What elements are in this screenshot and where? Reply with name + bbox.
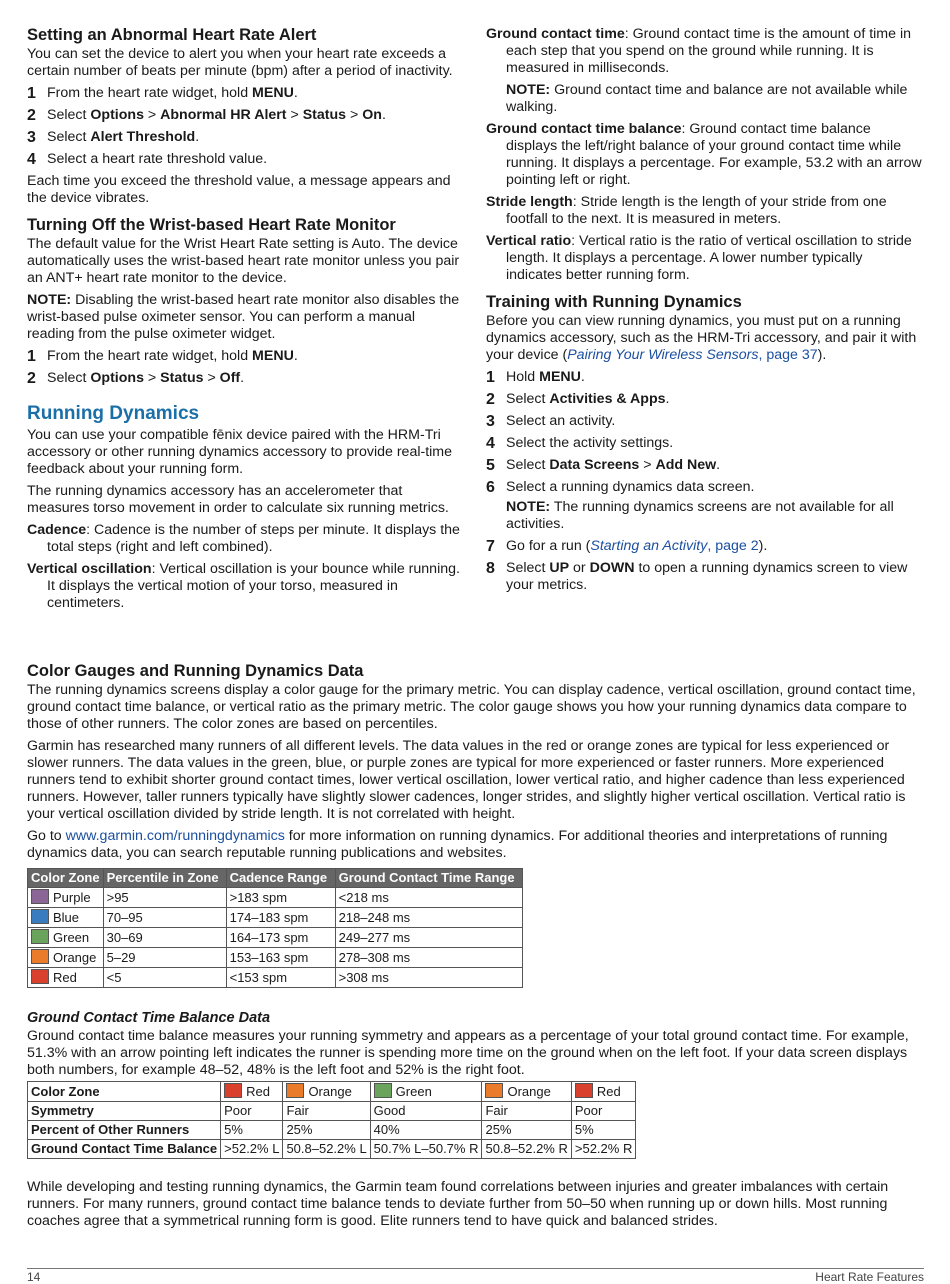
table-cell: 70–95 [103, 908, 226, 928]
ui-term: Alert Threshold [90, 129, 196, 145]
zone-cell: Red [571, 1082, 635, 1102]
balance-p2: While developing and testing running dynamics, the Garmin team found correlations between injuries and greater imbalances with certain runners. For many runners, ground contact time balance tends to deviate further from 50–50 when running up or down hills. Most running coaches agree that a symmetrical running form is good. Elite runners tend to have quick and balanced strides. [27, 1179, 889, 1229]
training-intro: Before you can view running dynamics, you must put on a running dynamics accessory, such as the HRM-Tri accessory, and pair it with your device (Pairing Your Wireless Sensors, page 37). [486, 313, 917, 363]
starting-activity-link[interactable]: Starting an Activity [590, 538, 708, 554]
table-cell: 5% [221, 1121, 283, 1140]
gauges-p2: Garmin has researched many runners of all different levels. The data values in the red or orange zones are typical for less experienced or slower runners. The data values in the green, blue, or purple zones are typical for more experienced or faster runners. More experienced runners tend to exhibit shorter ground contact times, lower vertical oscillation, lower vertical ratio, and higher cadence than less experienced runners. However, taller runners typically have slightly slower cadences, longer strides, and slightly higher vertical oscillation. Vertical ratio is your vertical oscillation divided by stride length. It is not correlated with height. [27, 738, 906, 822]
gauges-p3: Go to www.garmin.com/runningdynamics for more information on running dynamics. For additional theories and interpretations of running dynamics data, you can search reputable running publications and websites. [27, 828, 888, 861]
step-number: 4 [486, 435, 495, 452]
alert-heading: Setting an Abnormal Heart Rate Alert [27, 26, 317, 44]
ui-term: Options [90, 107, 144, 123]
table-cell: >308 ms [335, 968, 522, 988]
balance-p1: Ground contact time balance measures your running symmetry and appears as a percentage of your total ground contact time. For example, 51.3% with an arrow pointing left indicates the runner is spending more time on the ground when on the left foot. If your data screen displays both numbers, for example 48–52, 48% is the left foot and 52% is the right foot. [27, 1028, 909, 1078]
color-swatch [374, 1083, 392, 1098]
dynamics-p1: You can use your compatible fēnix device paired with the HRM-Tri accessory or other running dynamics accessory to provide real-time feedback about your running form. [27, 427, 453, 477]
color-swatch [224, 1083, 242, 1098]
table-cell: 50.7% L–50.7% R [370, 1140, 482, 1159]
table-cell: 25% [482, 1121, 571, 1140]
page-footer [27, 1268, 924, 1284]
table-cell: Poor [571, 1102, 635, 1121]
training-heading: Training with Running Dynamics [486, 293, 742, 311]
ui-term: MENU [252, 85, 294, 101]
ui-term: Status [160, 370, 204, 386]
wrist-note: NOTE: Disabling the wrist-based heart rate monitor also disables the wrist-based pulse oximeter sensor. You can perform a manual reading from the pulse oximeter widget. [27, 292, 460, 342]
training-step-2: 2 Select Activities & Apps. [486, 391, 670, 408]
table-row [28, 1102, 636, 1121]
color-zone-table [27, 868, 523, 988]
row-header: Color Zone [28, 1082, 221, 1102]
wrist-p1: The default value for the Wrist Heart Rate setting is Auto. The device automatically uses the wrist-based heart rate monitor unless you pair an ANT+ heart rate monitor to the device. [27, 236, 460, 286]
gct-definition: Ground contact time: Ground contact time is the amount of time in each step that you spend on the ground while running. It is measured in milliseconds. [486, 26, 911, 76]
zone-cell: Green [28, 928, 104, 948]
training-note: NOTE: The running dynamics screens are not available for all activities. [506, 499, 894, 532]
gauges-heading: Color Gauges and Running Dynamics Data [27, 662, 364, 680]
row-header: Percent of Other Runners [28, 1121, 221, 1140]
color-swatch [31, 929, 49, 944]
table-cell: >52.2% L [221, 1140, 283, 1159]
alert-step-1: 1 From the heart rate widget, hold MENU. [27, 85, 298, 102]
wrist-step-1: 1 From the heart rate widget, hold MENU. [27, 348, 298, 365]
training-step-3: 3 Select an activity. [486, 413, 616, 430]
ui-term: MENU [252, 348, 294, 364]
table-cell: Good [370, 1102, 482, 1121]
table-row [28, 1082, 636, 1102]
table-cell: Fair [482, 1102, 571, 1121]
column-header: Percentile in Zone [103, 869, 226, 888]
ui-term: MENU [539, 369, 581, 385]
step-number: 7 [486, 538, 495, 555]
table-cell: 50.8–52.2% L [283, 1140, 370, 1159]
balance-table [27, 1081, 636, 1159]
alert-step-2: 2 Select Options > Abnormal HR Alert > Status > On. [27, 107, 386, 124]
step-number: 1 [27, 85, 36, 102]
table-row [28, 968, 523, 988]
wrist-heading: Turning Off the Wrist-based Heart Rate Monitor [27, 216, 396, 234]
garmin-running-dynamics-link[interactable]: www.garmin.com/runningdynamics [65, 828, 285, 844]
zone-cell: Green [370, 1082, 482, 1102]
wrist-step-2: 2 Select Options > Status > Off. [27, 370, 245, 387]
table-cell: 5% [571, 1121, 635, 1140]
step-number: 1 [486, 369, 495, 386]
table-cell: 5–29 [103, 948, 226, 968]
stride-definition: Stride length: Stride length is the length of your stride from one footfall to the next. It is measured in meters. [486, 194, 887, 227]
alert-intro: You can set the device to alert you when your heart rate exceeds a certain number of beats per minute (bpm) after a period of inactivity. [27, 46, 453, 79]
training-step-5: 5 Select Data Screens > Add New. [486, 457, 721, 474]
table-cell: 153–163 spm [226, 948, 335, 968]
step-number: 2 [486, 391, 495, 408]
ui-term: Add New [655, 457, 717, 473]
table-cell: 25% [283, 1121, 370, 1140]
table-row [28, 888, 523, 908]
table-cell: >52.2% R [571, 1140, 635, 1159]
step-number: 6 [486, 479, 495, 496]
table-cell: 278–308 ms [335, 948, 522, 968]
table-cell: 164–173 spm [226, 928, 335, 948]
vertical-oscillation-definition: Vertical oscillation: Vertical oscillation is your bounce while running. It displays the vertical motion of your torso, measured in centimeters. [27, 561, 460, 611]
ui-term: UP [549, 560, 570, 576]
table-cell: 30–69 [103, 928, 226, 948]
ui-term: DOWN [589, 560, 635, 576]
zone-cell: Blue [28, 908, 104, 928]
left-column [27, 26, 463, 617]
table-row [28, 948, 523, 968]
zone-cell: Red [28, 968, 104, 988]
color-gauges-section [27, 662, 922, 1235]
step-number: 2 [27, 107, 36, 124]
row-header: Symmetry [28, 1102, 221, 1121]
table-cell: 50.8–52.2% R [482, 1140, 571, 1159]
alert-outro: Each time you exceed the threshold value, a message appears and the device vibrates. [27, 173, 451, 206]
training-step-4: 4 Select the activity settings. [486, 435, 674, 452]
table-row [28, 1121, 636, 1140]
table-cell: <153 spm [226, 968, 335, 988]
ui-term: Options [90, 370, 144, 386]
ui-term: Data Screens [549, 457, 640, 473]
section-name: Heart Rate Features [815, 1270, 924, 1284]
color-swatch [31, 969, 49, 984]
color-swatch [575, 1083, 593, 1098]
table-cell: 40% [370, 1121, 482, 1140]
ui-term: Activities & Apps [549, 391, 666, 407]
training-step-8: 8 Select UP or DOWN to open a running dynamics screen to view your metrics. [486, 560, 908, 593]
table-cell: 249–277 ms [335, 928, 522, 948]
zone-cell: Purple [28, 888, 104, 908]
step-number: 4 [27, 151, 36, 168]
balance-heading: Ground Contact Time Balance Data [27, 1010, 271, 1026]
color-swatch [31, 889, 49, 904]
color-swatch [485, 1083, 503, 1098]
pairing-page-link[interactable]: , page 37 [758, 347, 818, 363]
page-number: 14 [27, 1270, 41, 1284]
step-number: 8 [486, 560, 495, 577]
color-swatch [31, 949, 49, 964]
zone-cell: Red [221, 1082, 283, 1102]
table-cell: >95 [103, 888, 226, 908]
pairing-link[interactable]: Pairing Your Wireless Sensors [567, 347, 759, 363]
alert-step-3: 3 Select Alert Threshold. [27, 129, 200, 146]
step-number: 2 [27, 370, 36, 387]
color-swatch [286, 1083, 304, 1098]
gctb-definition: Ground contact time balance: Ground contact time balance displays the left/right balance of your ground contact time while running. It displays a percentage. For example, 53.2 with an arrow pointing left or right. [486, 121, 922, 188]
table-header-row [28, 869, 523, 888]
table-cell: 174–183 spm [226, 908, 335, 928]
training-step-1: 1 Hold MENU. [486, 369, 585, 386]
step-number: 5 [486, 457, 495, 474]
ui-term: Off [219, 370, 241, 386]
alert-step-4: 4 Select a heart rate threshold value. [27, 151, 268, 168]
gct-note: NOTE: Ground contact time and balance are not available while walking. [506, 82, 908, 115]
color-swatch [31, 909, 49, 924]
right-column [486, 26, 922, 599]
column-header: Ground Contact Time Range [335, 869, 522, 888]
table-row [28, 908, 523, 928]
ui-term: Status [302, 107, 347, 123]
table-cell: Poor [221, 1102, 283, 1121]
zone-cell: Orange [283, 1082, 370, 1102]
table-row [28, 928, 523, 948]
table-cell: <218 ms [335, 888, 522, 908]
column-header: Color Zone [28, 869, 104, 888]
zone-cell: Orange [28, 948, 104, 968]
dynamics-p2: The running dynamics accessory has an accelerometer that measures torso movement in order to calculate six running metrics. [27, 483, 449, 516]
column-header: Cadence Range [226, 869, 335, 888]
table-cell: <5 [103, 968, 226, 988]
starting-activity-page-link[interactable]: , page 2 [707, 538, 759, 554]
step-number: 3 [486, 413, 495, 430]
step-number: 3 [27, 129, 36, 146]
vertical-ratio-definition: Vertical ratio: Vertical ratio is the ratio of vertical oscillation to stride length. It displays a percentage. A lower number typically indicates better running form. [486, 233, 912, 283]
training-step-7: 7 Go for a run (Starting an Activity, page 2). [486, 538, 768, 555]
step-number: 1 [27, 348, 36, 365]
table-row [28, 1140, 636, 1159]
row-header: Ground Contact Time Balance [28, 1140, 221, 1159]
running-dynamics-heading: Running Dynamics [27, 403, 200, 424]
ui-term: On [362, 107, 382, 123]
ui-term: Abnormal HR Alert [160, 107, 287, 123]
cadence-definition: Cadence: Cadence is the number of steps per minute. It displays the total steps (right and left combined). [27, 522, 460, 555]
zone-cell: Orange [482, 1082, 571, 1102]
table-cell: >183 spm [226, 888, 335, 908]
table-cell: 218–248 ms [335, 908, 522, 928]
gauges-p1: The running dynamics screens display a color gauge for the primary metric. You can display cadence, vertical oscillation, ground contact time, ground contact time balance, or vertical ratio as the primary metric. The color gauge shows you how your running dynamics data compare to those of other runners. The color zones are based on percentiles. [27, 682, 916, 732]
training-step-6: 6 Select a running dynamics data screen. [486, 479, 755, 496]
table-cell: Fair [283, 1102, 370, 1121]
